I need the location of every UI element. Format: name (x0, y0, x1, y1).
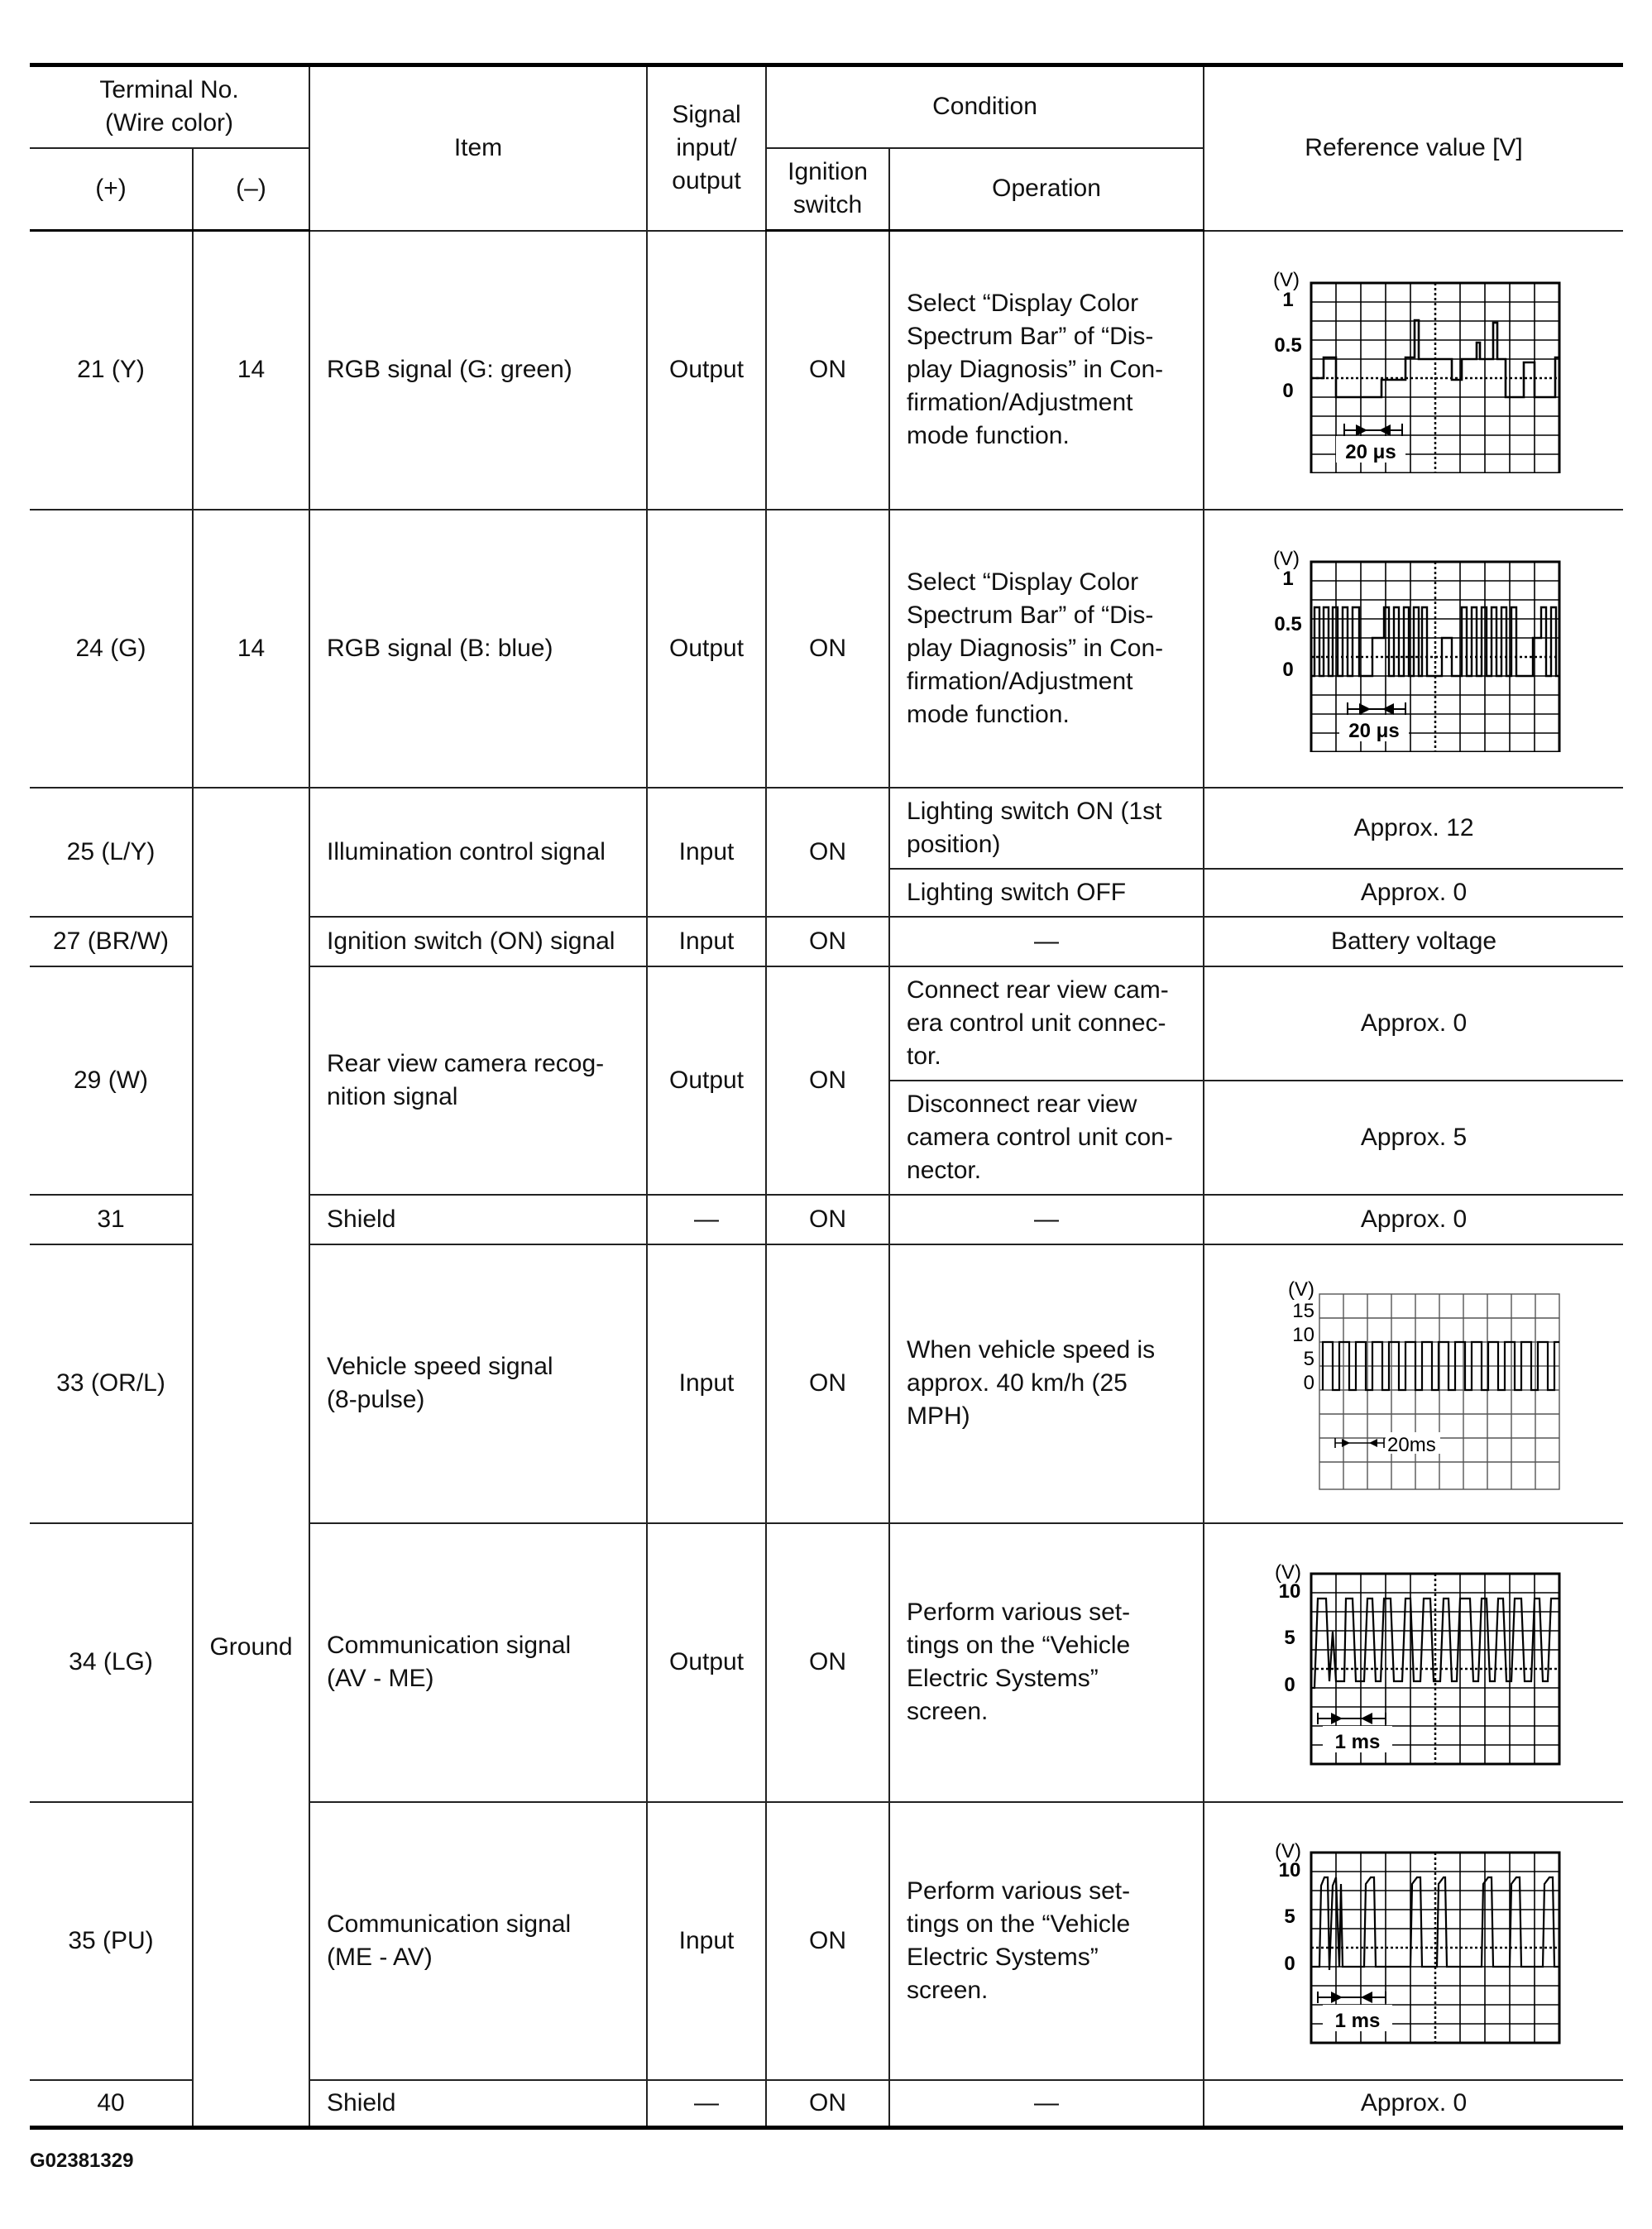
signal-io-cell: Output (647, 510, 766, 788)
waveform-cell (1204, 231, 1623, 510)
table-row (30, 788, 1623, 869)
y-tick-label: 0 (1282, 658, 1294, 681)
operation-cell: Disconnect rear view camera control unit con- nector. (889, 1081, 1204, 1195)
ignition-cell: ON (766, 966, 889, 1195)
reference-value-cell: Approx. 12 (1204, 788, 1623, 869)
reference-value-cell: Approx. 0 (1204, 869, 1623, 917)
oscilloscope-waveform (1265, 1559, 1563, 1766)
y-tick-label: 5 (1284, 1905, 1295, 1928)
ignition-cell: ON (766, 1802, 889, 2080)
table-row (30, 231, 1623, 510)
waveform-cell (1204, 510, 1623, 788)
operation-cell: — (889, 917, 1204, 966)
y-unit-label: (V) (1275, 1561, 1302, 1584)
oscilloscope-waveform (1265, 266, 1563, 473)
time-division-label: 20 μs (1345, 441, 1396, 463)
operation-cell: — (889, 2080, 1204, 2128)
operation-cell: Connect rear view cam- era control unit connec- tor. (889, 966, 1204, 1081)
reference-value-cell: Approx. 0 (1204, 1195, 1623, 1244)
item-cell: RGB signal (G: green) (309, 231, 647, 510)
signal-io-cell: Input (647, 917, 766, 966)
terminal-plus: 34 (LG) (30, 1523, 193, 1802)
item-cell: Communication signal (ME - AV) (309, 1802, 647, 2080)
signal-io-cell: — (647, 1195, 766, 1244)
y-tick-label: 5 (1284, 1627, 1295, 1649)
header-ignition-switch: Ignition switch (766, 148, 889, 231)
item-cell: Ignition switch (ON) signal (309, 917, 647, 966)
item-cell: Shield (309, 1195, 647, 1244)
terminal-plus: 31 (30, 1195, 193, 1244)
signal-io-cell: Output (647, 231, 766, 510)
operation-cell: Select “Display Color Spectrum Bar” of “Dis- play Diagnosis” in Con- firmation/Adjustment mode function. (889, 231, 1204, 510)
operation-cell: — (889, 1195, 1204, 1244)
header-reference-value: Reference value [V] (1204, 65, 1623, 231)
signal-io-cell: Output (647, 966, 766, 1195)
terminal-plus: 40 (30, 2080, 193, 2128)
item-cell: Illumination control signal (309, 788, 647, 917)
y-tick-label: 15 (1292, 1300, 1315, 1322)
ignition-cell: ON (766, 1195, 889, 1244)
y-tick-label: 1 (1282, 289, 1294, 311)
terminal-plus: 35 (PU) (30, 1802, 193, 2080)
signal-io-cell: — (647, 2080, 766, 2128)
terminal-plus: 24 (G) (30, 510, 193, 788)
ignition-cell: ON (766, 1523, 889, 1802)
reference-value-cell: Approx. 0 (1204, 966, 1623, 1081)
y-tick-label: 1 (1282, 567, 1294, 590)
waveform-cell (1204, 1244, 1623, 1523)
ignition-cell: ON (766, 1244, 889, 1523)
item-cell: Rear view camera recog- nition signal (309, 966, 647, 1195)
signal-io-cell: Input (647, 1802, 766, 2080)
signal-io-cell: Output (647, 1523, 766, 1802)
operation-cell: Lighting switch OFF (889, 869, 1204, 917)
header-operation: Operation (889, 148, 1204, 231)
y-tick-label: 5 (1303, 1348, 1315, 1370)
waveform-cell (1204, 1523, 1623, 1802)
operation-cell: Perform various set- tings on the “Vehicle Electric Systems” screen. (889, 1802, 1204, 2080)
y-tick-label: 10 (1292, 1324, 1315, 1346)
ignition-cell: ON (766, 510, 889, 788)
item-cell: RGB signal (B: blue) (309, 510, 647, 788)
terminal-plus: 33 (OR/L) (30, 1244, 193, 1523)
y-tick-label: 0.5 (1274, 612, 1302, 635)
item-cell: Communication signal (AV - ME) (309, 1523, 647, 1802)
header-plus: (+) (30, 148, 193, 231)
terminal-plus: 27 (BR/W) (30, 917, 193, 966)
waveform-cell (1204, 1802, 1623, 2080)
y-tick-label: 0 (1303, 1372, 1315, 1394)
item-cell: Vehicle speed signal (8-pulse) (309, 1244, 647, 1523)
signal-io-cell: Input (647, 788, 766, 917)
terminal-plus: 21 (Y) (30, 231, 193, 510)
reference-value-cell: Approx. 0 (1204, 2080, 1623, 2128)
terminal-plus: 25 (L/Y) (30, 788, 193, 917)
operation-cell: Lighting switch ON (1st position) (889, 788, 1204, 869)
y-unit-label: (V) (1273, 547, 1300, 570)
terminal-reference-table (30, 63, 1623, 2130)
figure-id: G02381329 (30, 2150, 134, 2172)
y-tick-label: 10 (1278, 1858, 1301, 1881)
y-unit-label: (V) (1273, 269, 1300, 291)
y-tick-label: 10 (1278, 1580, 1301, 1603)
reference-value-cell: Battery voltage (1204, 917, 1623, 966)
signal-io-cell: Input (647, 1244, 766, 1523)
ground-cell: Ground (193, 788, 309, 2128)
time-division-label: 20ms (1387, 1434, 1436, 1456)
y-tick-label: 0.5 (1274, 334, 1302, 357)
operation-cell: Select “Display Color Spectrum Bar” of “Dis- play Diagnosis” in Con- firmation/Adjustment mode function. (889, 510, 1204, 788)
ignition-cell: ON (766, 788, 889, 917)
table-row (30, 510, 1623, 788)
header-condition: Condition (766, 65, 1204, 148)
time-division-label: 1 ms (1334, 1731, 1381, 1753)
y-unit-label: (V) (1275, 1839, 1302, 1862)
ignition-cell: ON (766, 231, 889, 510)
y-tick-label: 0 (1284, 1674, 1295, 1696)
header-signal-io: Signal input/ output (647, 65, 766, 231)
y-tick-label: 0 (1284, 1952, 1295, 1975)
y-tick-label: 0 (1282, 380, 1294, 402)
header-minus: (–) (193, 148, 309, 231)
time-division-label: 1 ms (1334, 2009, 1381, 2032)
oscilloscope-waveform (1265, 1276, 1563, 1491)
operation-cell: When vehicle speed is approx. 40 km/h (25 MPH) (889, 1244, 1204, 1523)
oscilloscope-waveform (1265, 545, 1563, 752)
terminal-plus: 29 (W) (30, 966, 193, 1195)
reference-value-cell: Approx. 5 (1204, 1081, 1623, 1195)
header-item: Item (309, 65, 647, 231)
header-terminal-no: Terminal No. (Wire color) (30, 65, 309, 148)
terminal-minus: 14 (193, 231, 309, 510)
oscilloscope-waveform (1265, 1838, 1563, 2044)
ignition-cell: ON (766, 2080, 889, 2128)
terminal-minus: 14 (193, 510, 309, 788)
operation-cell: Perform various set- tings on the “Vehicle Electric Systems” screen. (889, 1523, 1204, 1802)
ignition-cell: ON (766, 917, 889, 966)
item-cell: Shield (309, 2080, 647, 2128)
time-division-label: 20 μs (1348, 719, 1400, 742)
y-unit-label: (V) (1288, 1278, 1315, 1301)
